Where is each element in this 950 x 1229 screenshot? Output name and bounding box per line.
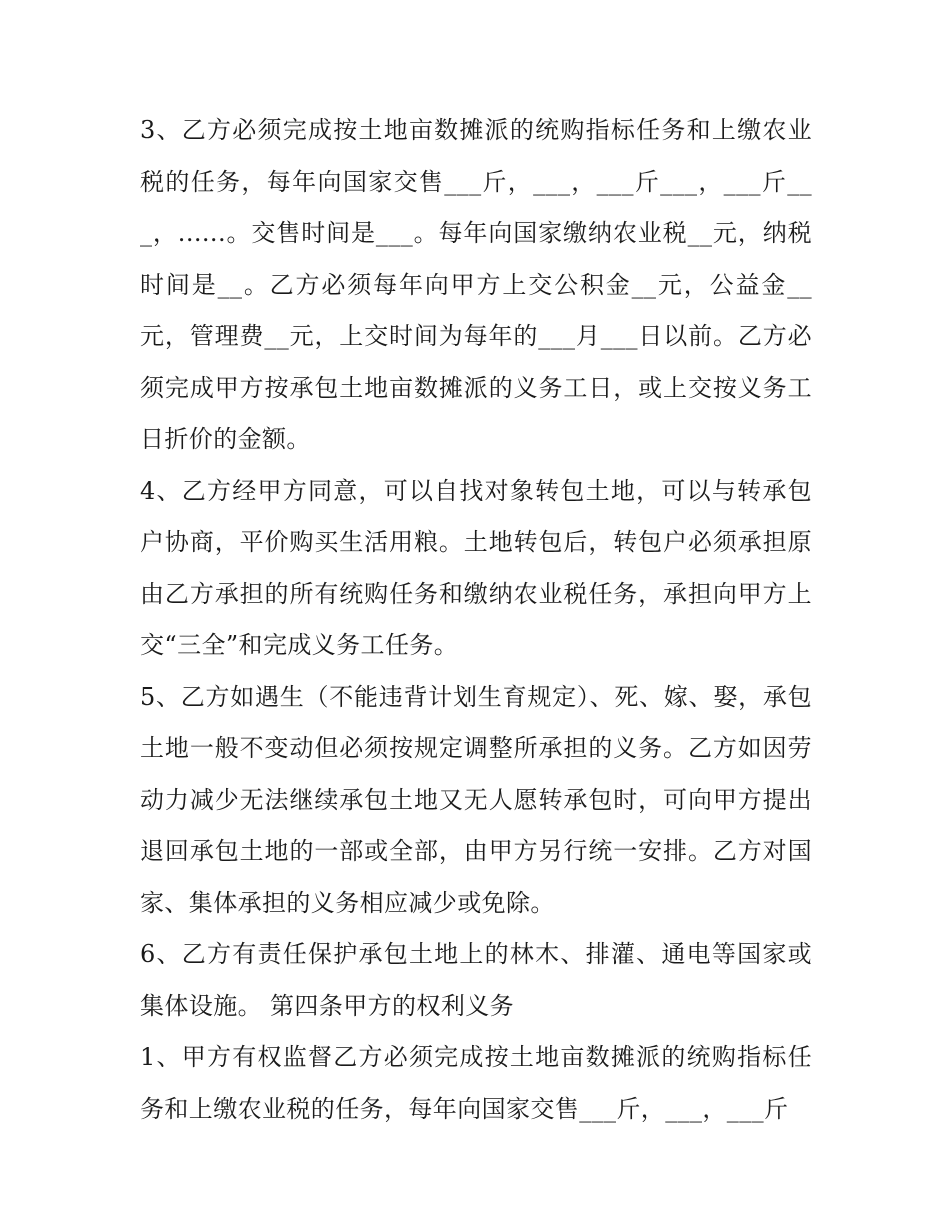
clause-paragraph-4: 4、乙方经甲方同意，可以自找对象转包土地，可以与转承包户协商，平价购买生活用粮。土地转包后，转包户必须承担原由乙方承担的所有统购任务和缴纳农业税任务，承担向甲方上交“三全”和完成义务工任务。 bbox=[140, 476, 812, 659]
clause-paragraph-1: 1、甲方有权监督乙方必须完成按土地亩数摊派的统购指标任务和上缴农业税的任务，每年向国家交售___斤，___，___斤 bbox=[140, 1043, 812, 1123]
clause-paragraph-5: 5、乙方如遇生（不能违背计划生育规定）、死、嫁、娶，承包土地一般不变动但必须按规定调整所承担的义务。乙方如因劳动力减少无法继续承包土地又无人愿转承包时，可向甲方提出退回承包土地的一部或全部，由甲方另行统一安排。乙方对国家、集体承担的义务相应减少或免除。 bbox=[140, 682, 812, 917]
document-body bbox=[140, 105, 812, 1135]
clause-paragraph-6: 6、乙方有责任保护承包土地上的林木、排灌、通电等国家或集体设施。 第四条甲方的权利义务 bbox=[140, 940, 812, 1020]
clause-paragraph-3: 3、乙方必须完成按土地亩数摊派的统购指标任务和上缴农业税的任务，每年向国家交售___斤，___，___斤___，___斤___，......。交售时间是___。每年向国家缴纳农业税__元，纳税时间是__。乙方必须每年向甲方上交公积金__元，公益金__元，管理费__元，上交时间为每年的___月___日以前。乙方必须完成甲方按承包土地亩数摊派的义务工日，或上交按义务工日折价的金额。 bbox=[140, 116, 812, 453]
